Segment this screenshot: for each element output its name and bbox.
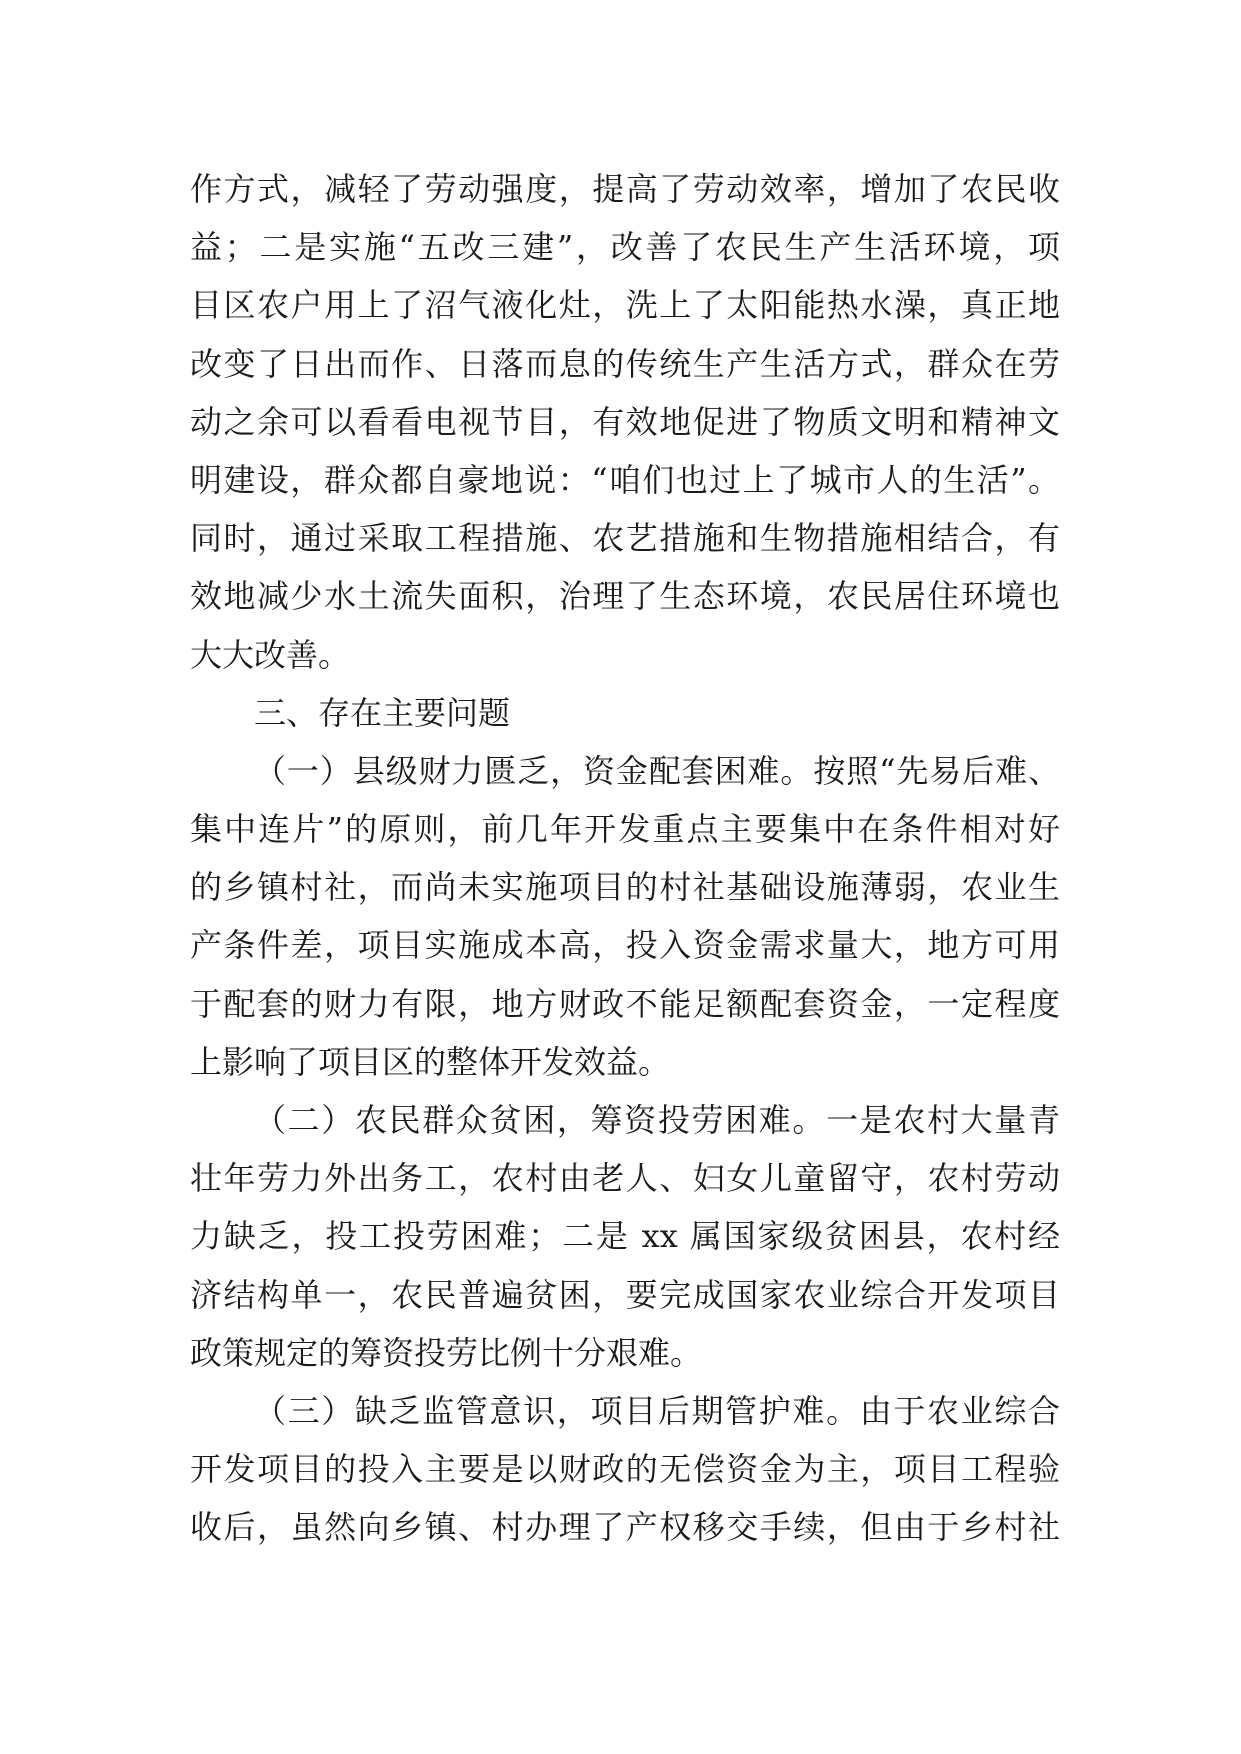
body-line: 作方式，减轻了劳动强度，提高了劳动效率，增加了农民收 [190,170,1060,208]
body-line: 的乡镇村社，而尚未实施项目的村社基础设施薄弱，农业生 [190,868,1060,907]
body-line: 集中连片”的原则，前几年开发重点主要集中在条件相对好 [190,810,1060,849]
body-line: 目区农户用上了沼气液化灶，洗上了太阳能热水澡，真正地 [190,286,1060,325]
body-line: 产条件差，项目实施成本高，投入资金需求量大，地方可用 [190,926,1060,965]
body-line: 效地减少水土流失面积，治理了生态环境，农民居住环境也 [190,577,1060,616]
body-line: 收后，虽然向乡镇、村办理了产权移交手续，但由于乡村社 [190,1508,1060,1547]
body-line: 开发项目的投入主要是以财政的无偿资金为主，项目工程验 [190,1450,1060,1489]
body-line: 于配套的财力有限，地方财政不能足额配套资金，一定程度 [190,984,1060,1023]
body-line: 益；二是实施“五改三建”，改善了农民生产生活环境，项 [190,228,1060,267]
document-body [190,160,1060,1557]
subsection-heading-line: （一）县级财力匮乏，资金配套困难。按照“先易后难、 [254,751,1060,790]
body-line: 力缺乏，投工投劳困难；二是 xx 属国家级贫困县，农村经 [190,1217,1060,1256]
body-line: 壮年劳力外出务工，农村由老人、妇女儿童留守，农村劳动 [190,1159,1060,1198]
body-line: 大大改善。 [190,635,351,674]
body-line: 济结构单一，农民普遍贫困，要完成国家农业综合开发项目 [190,1275,1060,1314]
body-line: 改变了日出而作、日落而息的传统生产生活方式，群众在劳 [190,344,1060,383]
body-line: 同时，通过采取工程措施、农艺措施和生物措施相结合，有 [190,519,1060,558]
subsection-heading-line: （二）农民群众贫困，筹资投劳困难。一是农村大量青 [254,1101,1060,1139]
body-line: 政策规定的筹资投劳比例十分艰难。 [190,1333,703,1372]
section-heading: 三、存在主要问题 [254,693,511,732]
body-line: 动之余可以看看电视节目，有效地促进了物质文明和精神文 [190,402,1060,441]
body-line: 明建设，群众都自豪地说：“咱们也过上了城市人的生活”。 [190,460,1060,499]
body-line: 上影响了项目区的整体开发效益。 [190,1042,671,1081]
subsection-heading-line: （三）缺乏监管意识，项目后期管护难。由于农业综合 [254,1391,1060,1430]
